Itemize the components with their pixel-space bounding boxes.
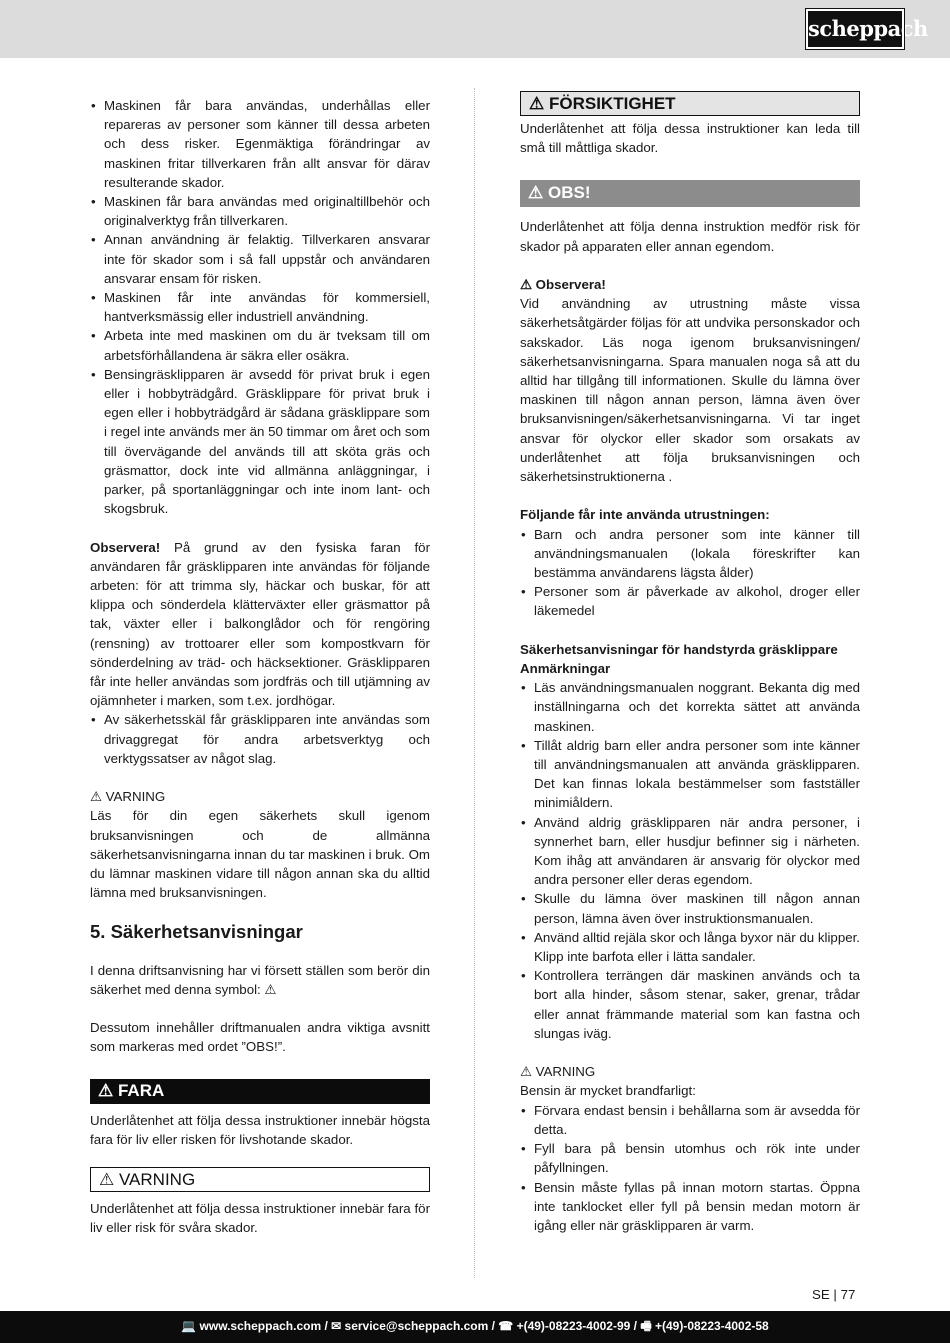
list-item: • Använd aldrig gräsklipparen när andra personer, i synnerhet barn, eller husdjur befinner sig i närheten. Kom ihåg att användaren är ansvarig för olyckor med andra personer eller deras egendom. (520, 813, 860, 890)
list-item: • Maskinen får inte användas för kommersiell, hantverksmässig eller industriell användning. (90, 288, 430, 326)
footer-contact-bar: 💻 www.scheppach.com / ✉ service@scheppach.com / ☎ +(49)-08223-4002-99 / 🖷 +(49)-08223-4002-58 (0, 1311, 950, 1343)
list-item: • Annan användning är felaktig. Tillverkaren ansvarar inte för skador som i så fall uppstår och användaren ansvarar ensam för risken. (90, 230, 430, 288)
note-text: På grund av den fysiska faran för användaren får gräsklipparen inte användas för följande arbeten: för att trimma sly, häckar och buskar, för att klippa och sönderdela klätterväxter eller gräsmattor på tak, växter eller i balkonglådor och för rengöring (rensning) av trottoarer eller som kompostkvarn för sönderdelning av träd- och häcksektioner. Gräsklipparen får inte heller användas som jordfräs och till utjämning av ojämnheter i marken, som t.ex. jordhögar. (90, 539, 430, 709)
list-item: • Läs användningsmanualen noggrant. Bekanta dig med inställningarna och det korrekta sättet att använda maskinen. (520, 678, 860, 736)
note-label: Observera! (90, 539, 161, 555)
warning-triangle-icon: ⚠ (98, 1080, 114, 1100)
left-column (90, 96, 430, 1237)
intro-text-2: Dessutom innehåller driftmanualen andra viktiga avsnitt som markeras med ordet ”OBS!”. (90, 1020, 430, 1055)
varning-label: VARNING (118, 1169, 196, 1189)
varning-box (90, 1167, 430, 1192)
warning-heading (520, 1062, 860, 1081)
list-item: • Barn och andra personer som inte känner till användningsmanualen (lokala föreskrifter kan bestämma användarens lägsta ålder) (520, 525, 860, 583)
observera-heading (520, 275, 860, 294)
warning-triangle-icon: ⚠ (99, 1169, 115, 1189)
forsiktighet-box (520, 91, 860, 116)
remarks-heading: Anmärkningar (520, 661, 611, 677)
fara-label: FARA (117, 1080, 165, 1100)
note-paragraph (90, 538, 430, 711)
warning-triangle-icon: ⚠ (529, 94, 545, 113)
list-item: • Använd alltid rejäla skor och långa byxor när du klipper. Klipp inte barfota eller i lätta sandaler. (520, 928, 860, 966)
list-item: • Kontrollera terrängen där maskinen används och ta bort alla hinder, såsom stenar, saker, grenar, trådar eller annat främmande material som kan fastna och slungas iväg. (520, 966, 860, 1043)
column-divider (474, 88, 475, 1278)
list-item: • Tillåt aldrig barn eller andra personer som inte känner till användningsmanualen att använda gräsklipparen. Det kan finnas lokala bestämmelser som fastställer minimiåldern. (520, 736, 860, 813)
list-item: • Bensingräsklipparen är avsedd för privat bruk i egen eller i hobbyträdgård. Gräsklippare för privat bruk i egen eller i hobbyträdgård är sådana gräsklippare som i regel inte används mer än 50 timmar om året och som till övervägande del används till att sköta gräs och gräsmattor, dock inte vid allmänna anläggningar, i parker, på sportanläggningar och inte inom lant- och skogsbruk. (90, 365, 430, 519)
drive-bullet-list (90, 710, 430, 768)
varning-text: Underlåtenhet att följa dessa instruktioner innebär fara för liv eller risk för svåra skador. (90, 1200, 430, 1236)
warning-triangle-icon: ⚠ (528, 183, 544, 203)
list-item: • Bensin måste fyllas på innan motorn startas. Öppna inte tanklocket eller fyll på bensin medan motorn är igång eller när gräsklipparen är varm. (520, 1178, 860, 1236)
usage-bullet-list (90, 96, 430, 518)
obs-label: OBS! (547, 183, 591, 203)
warning-text: Bensin är mycket brandfarligt: (520, 1083, 696, 1099)
forbid-bullet-list (520, 525, 860, 621)
observera-text: Vid användning av utrustning måste vissa säkerhetsåtgärder följas för att undvika personskador och sakskador. Läs noga igenom bruksanvisningen/ säkerhetsanvisningarna. Spara manualen noga så att du alltid har tillgång till informationen. Skulle du lämna över maskinen till någon annan person, lämna även över bruksanvisningen/säkerhetsanvisningarna. Vi tar inget ansvar för olyckor eller skador som orsakats av underlåtenhet att följa bruksanvisningen och säkerhetsinstruktionerna . (520, 296, 860, 485)
section-title: 5. Säkerhetsanvisningar (90, 920, 303, 942)
forsiktighet-text: Underlåtenhet att följa dessa instruktioner kan leda till små till måttliga skador. (520, 121, 860, 156)
scheppach-logo: scheppach (806, 9, 904, 49)
warning-label: VARNING (535, 1064, 596, 1080)
forbid-heading: Följande får inte använda utrustningen: (520, 507, 770, 523)
warning-text: Läs för din egen säkerhets skull igenom bruksanvisningen och de allmänna säkerhetsanvisningarna innan du tar maskinen i bruk. Om du lämnar maskinen vidare till någon annan ska du alltid lämna med bruksanvisningen. (90, 808, 430, 901)
right-column (520, 91, 860, 1235)
list-item: • Personer som är påverkade av alkohol, droger eller läkemedel (520, 582, 860, 620)
list-item: • Maskinen får bara användas, underhållas eller repareras av personer som känner till dessa arbeten och dess risker. Egenmäktiga förändringar av maskinen fritar tillverkaren från allt ansvar för därav resulterande skador. (90, 96, 430, 192)
warning-heading (90, 787, 430, 806)
list-item: • Av säkerhetsskäl får gräsklipparen inte användas som drivaggregat för andra arbetsverktyg och verktygssatser av något slag. (90, 710, 430, 768)
warning-triangle-icon: ⚠ (520, 1064, 532, 1080)
list-item: • Maskinen får bara användas med originaltillbehör och originalverktyg från tillverkaren. (90, 192, 430, 230)
obs-box (520, 180, 860, 207)
intro-text: I denna driftsanvisning har vi försett ställen som berör din säkerhet med denna symbol: ⚠ (90, 962, 430, 997)
obs-text: Underlåtenhet att följa denna instruktion medför risk för skador på apparaten eller annan egendom. (520, 219, 860, 254)
list-item: • Fyll bara på bensin utomhus och rök inte under påfyllningen. (520, 1139, 860, 1177)
list-item: • Arbeta inte med maskinen om du är tveksam till om arbetsförhållandena är säkra eller osäkra. (90, 326, 430, 364)
observera-label: Observera! (535, 277, 606, 292)
fara-text: Underlåtenhet att följa dessa instruktioner innebär högsta fara för liv eller risken för livshotande skador. (90, 1112, 430, 1147)
remarks-bullet-list (520, 678, 860, 1043)
list-item: • Skulle du lämna över maskinen till någon annan person, lämna även över instruktionsmanualen. (520, 889, 860, 927)
warning-label: VARNING (105, 789, 166, 805)
warning-triangle-icon: ⚠ (520, 277, 532, 292)
list-item: • Förvara endast bensin i behållarna som är avsedda för detta. (520, 1101, 860, 1139)
fara-box (90, 1079, 430, 1104)
page-number: SE | 77 (812, 1287, 856, 1302)
warning-triangle-icon: ⚠ (90, 789, 102, 805)
safety-heading: Säkerhetsanvisningar för handstyrda gräsklippare (520, 641, 838, 657)
forsiktighet-label: FÖRSIKTIGHET (548, 94, 676, 113)
fuel-bullet-list (520, 1101, 860, 1235)
